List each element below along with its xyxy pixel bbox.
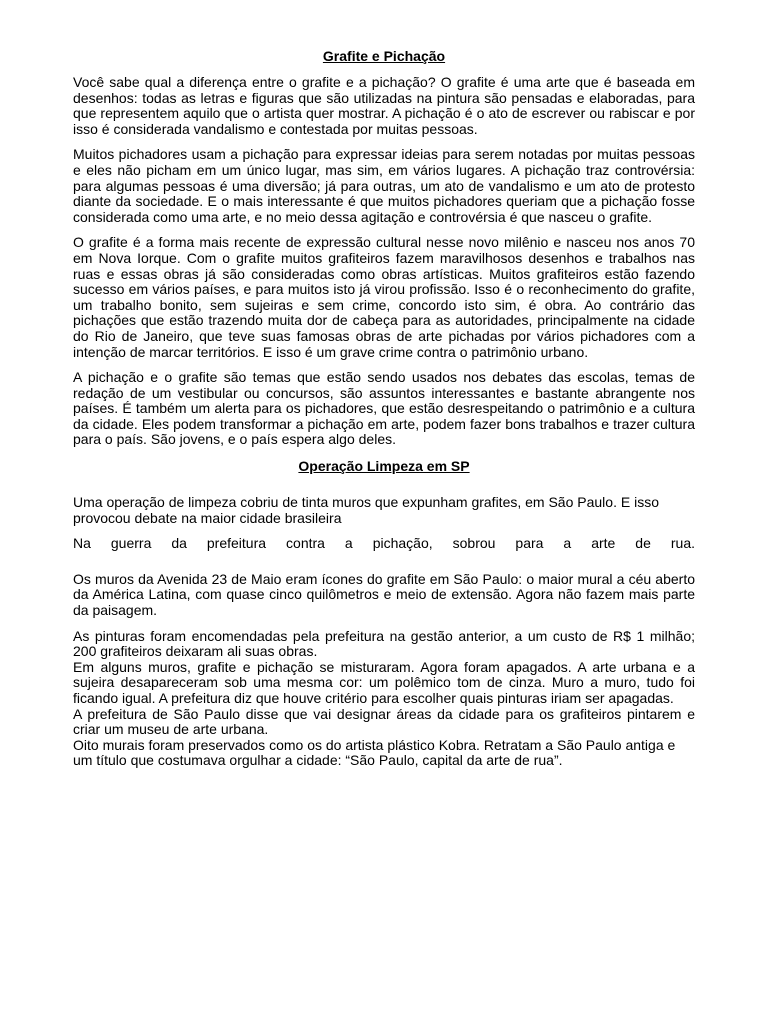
paragraph: Na guerra da prefeitura contra a pichação, sobrou para a arte de rua. xyxy=(73,535,695,552)
section-title-grafite-e-pichacao: Grafite e Pichação xyxy=(322,48,446,64)
paragraph: Uma operação de limpeza cobriu de tinta muros que expunham grafites, em São Paulo. E isso provocou debate na maior cidade brasileira xyxy=(73,494,659,526)
paragraph: O grafite é a forma mais recente de expressão cultural nesse novo milênio e nasceu nos anos 70 em Nova Iorque. Com o grafite muitos grafiteiros fazem maravilhosos desenhos e trabalhos nas ruas e essas obras já são consideradas como obras artísticas. Muitos grafiteiros estão fazendo sucesso em vários países, e para muitos isto já virou profissão. Isso é o reconhecimento do grafite, um trabalho bonito, sem sujeiras e sem crime, concordo isto sim, é obra. Ao contrário das pichações que estão trazendo muita dor de cabeça para as autoridades, principalmente na cidade do Rio de Janeiro, que teve suas famosas obras de arte pichadas por vários pichadores com a intenção de marcar territórios. E isso é um grave crime contra o patrimônio urbano. xyxy=(73,234,695,360)
paragraph: Muitos pichadores usam a pichação para expressar ideias para serem notadas por muitas pessoas e eles não picham em um único lugar, mas sim, em vários lugares. A pichação traz controvérsia: para algumas pessoas é uma diversão; já para outras, um ato de vandalismo e um ato de protesto diante da sociedade. E o mais interessante é que muitos pichadores queriam que a pichação fosse considerada como uma arte, e no meio dessa agitação e controvérsia é que nasceu o grafite. xyxy=(73,146,695,225)
document-page xyxy=(73,48,695,769)
paragraph: A prefeitura de São Paulo disse que vai designar áreas da cidade para os grafiteiros pintarem e criar um museu de arte urbana. xyxy=(73,705,695,738)
paragraph: Oito murais foram preservados como os do artista plástico Kobra. Retratam a São Paulo antiga e um título que costumava orgulhar a cidade: “São Paulo, capital da arte de rua”. xyxy=(73,736,676,769)
paragraph: Os muros da Avenida 23 de Maio eram ícones do grafite em São Paulo: o maior mural a céu aberto da América Latina, com quase cinco quilômetros e meio de extensão. Agora não fazem mais parte da paisagem. xyxy=(73,570,695,619)
paragraph: Em alguns muros, grafite e pichação se misturaram. Agora foram apagados. A arte urbana e a sujeira desapareceram sob uma mesma cor: um polêmico tom de cinza. Muro a muro, tudo foi ficando igual. A prefeitura diz que houve critério para escolher quais pinturas iriam ser apagadas. xyxy=(73,658,695,706)
section-operacao-limpeza xyxy=(73,495,695,769)
paragraph: Você sabe qual a diferença entre o grafite e a pichação? O grafite é uma arte que é baseada em desenhos: todas as letras e figuras que são utilizadas na pintura são pensadas e elaboradas, para que representem aquilo que o artista quer mostrar. A pichação é o ato de escrever ou rabiscar e por isso é considerada vandalismo e contestada por muitas pessoas. xyxy=(73,74,695,137)
paragraph: A pichação e o grafite são temas que estão sendo usados nos debates das escolas, temas de redação de um vestibular ou concursos, são assuntos interessantes e bastante abrangente nos países. É também um alerta para os pichadores, que estão desrespeitando o patrimônio e a cultura da cidade. Eles podem transformar a pichação em arte, podem fazer bons trabalhos e trazer cultura para o país. São jovens, e o país espera algo deles. xyxy=(73,369,695,448)
paragraph: As pinturas foram encomendadas pela prefeitura na gestão anterior, a um custo de R$ 1 milhão; 200 grafiteiros deixaram ali suas obras. xyxy=(73,627,695,660)
section-title-operacao-limpeza: Operação Limpeza em SP xyxy=(298,458,470,475)
